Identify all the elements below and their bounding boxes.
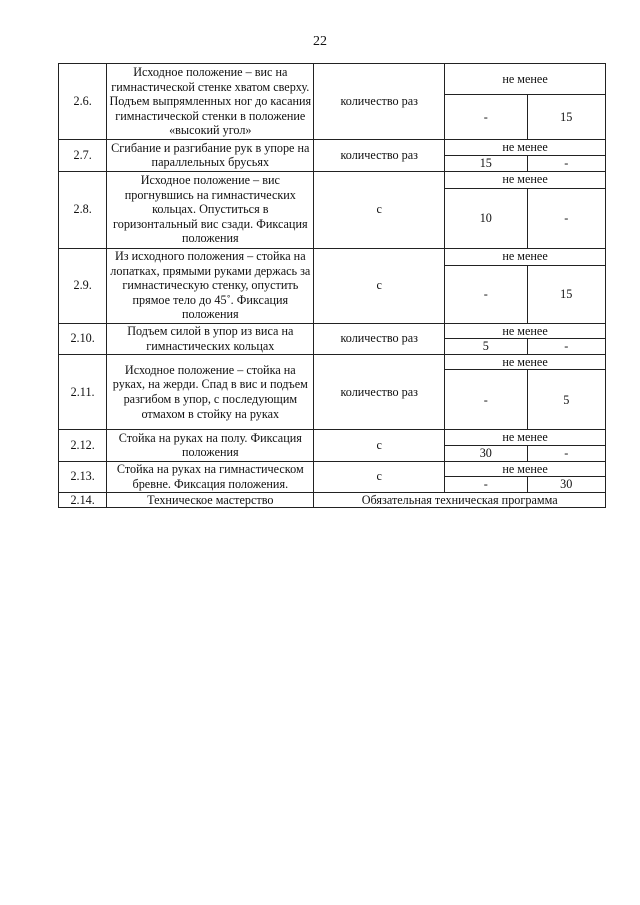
exercise-description: Из исходного положения – стойка на лопатках, прямыми руками держась за гимнастическую стенку, опустить прямое тело до 45˚. Фиксация положения [107, 248, 314, 323]
table-row [59, 461, 606, 477]
value-cell-a: - [445, 265, 527, 323]
value-cell-a: - [445, 95, 527, 140]
exercise-description: Техническое мастерство [107, 492, 314, 508]
value-cell-b: 5 [527, 370, 605, 430]
value-cell-a: 30 [445, 445, 527, 461]
row-number: 2.8. [59, 171, 107, 248]
exercise-description: Исходное положение – вис на гимнастической стенке хватом сверху. Подъем выпрямленных ног до касания гимнастической стенки в положение «высокий угол» [107, 64, 314, 140]
condition-label: не менее [445, 248, 606, 265]
row-number: 2.9. [59, 248, 107, 323]
table-row [59, 140, 606, 156]
unit-of-measure: количество раз [314, 354, 445, 430]
unit-of-measure: с [314, 430, 445, 461]
value-cell-b: 30 [527, 477, 605, 493]
page-number: 22 [313, 34, 327, 49]
condition-label: не менее [445, 323, 606, 339]
technical-program-requirement: Обязательная техническая программа [314, 492, 606, 508]
condition-label: не менее [445, 171, 606, 188]
table-row [59, 248, 606, 265]
table-row [59, 354, 606, 370]
row-number: 2.13. [59, 461, 107, 492]
value-cell-b: - [527, 156, 605, 172]
unit-of-measure: количество раз [314, 323, 445, 354]
condition-label: не менее [445, 354, 606, 370]
value-cell-a: 5 [445, 339, 527, 355]
table-row [59, 323, 606, 339]
table-row [59, 492, 606, 508]
exercise-description: Исходное положение – стойка на руках, на жерди. Спад в вис и подъем разгибом в упор, с последующим отмахом в стойку на руках [107, 354, 314, 430]
table-row [59, 171, 606, 188]
unit-of-measure: с [314, 461, 445, 492]
value-cell-b: 15 [527, 95, 605, 140]
condition-label: не менее [445, 140, 606, 156]
row-number: 2.11. [59, 354, 107, 430]
condition-label: не менее [445, 64, 606, 95]
condition-label: не менее [445, 461, 606, 477]
unit-of-measure: количество раз [314, 140, 445, 172]
unit-of-measure: количество раз [314, 64, 445, 140]
value-cell-a: 10 [445, 188, 527, 248]
exercise-description: Исходное положение – вис прогнувшись на гимнастических кольцах. Опуститься в горизонтальный вис сзади. Фиксация положения [107, 171, 314, 248]
row-number: 2.14. [59, 492, 107, 508]
value-cell-b: - [527, 188, 605, 248]
value-cell-b: - [527, 339, 605, 355]
value-cell-a: - [445, 370, 527, 430]
value-cell-b: 15 [527, 265, 605, 323]
row-number: 2.6. [59, 64, 107, 140]
condition-label: не менее [445, 430, 606, 446]
value-cell-b: - [527, 445, 605, 461]
value-cell-a: 15 [445, 156, 527, 172]
value-cell-a: - [445, 477, 527, 493]
table-row [59, 430, 606, 446]
row-number: 2.10. [59, 323, 107, 354]
exercise-description: Стойка на руках на полу. Фиксация положения [107, 430, 314, 461]
unit-of-measure: с [314, 171, 445, 248]
exercise-description: Стойка на руках на гимнастическом бревне. Фиксация положения. [107, 461, 314, 492]
row-number: 2.12. [59, 430, 107, 461]
row-number: 2.7. [59, 140, 107, 172]
exercise-description: Сгибание и разгибание рук в упоре на параллельных брусьях [107, 140, 314, 172]
table-row [59, 64, 606, 95]
exercise-description: Подъем силой в упор из виса на гимнастических кольцах [107, 323, 314, 354]
unit-of-measure: с [314, 248, 445, 323]
standards-table [58, 63, 606, 508]
